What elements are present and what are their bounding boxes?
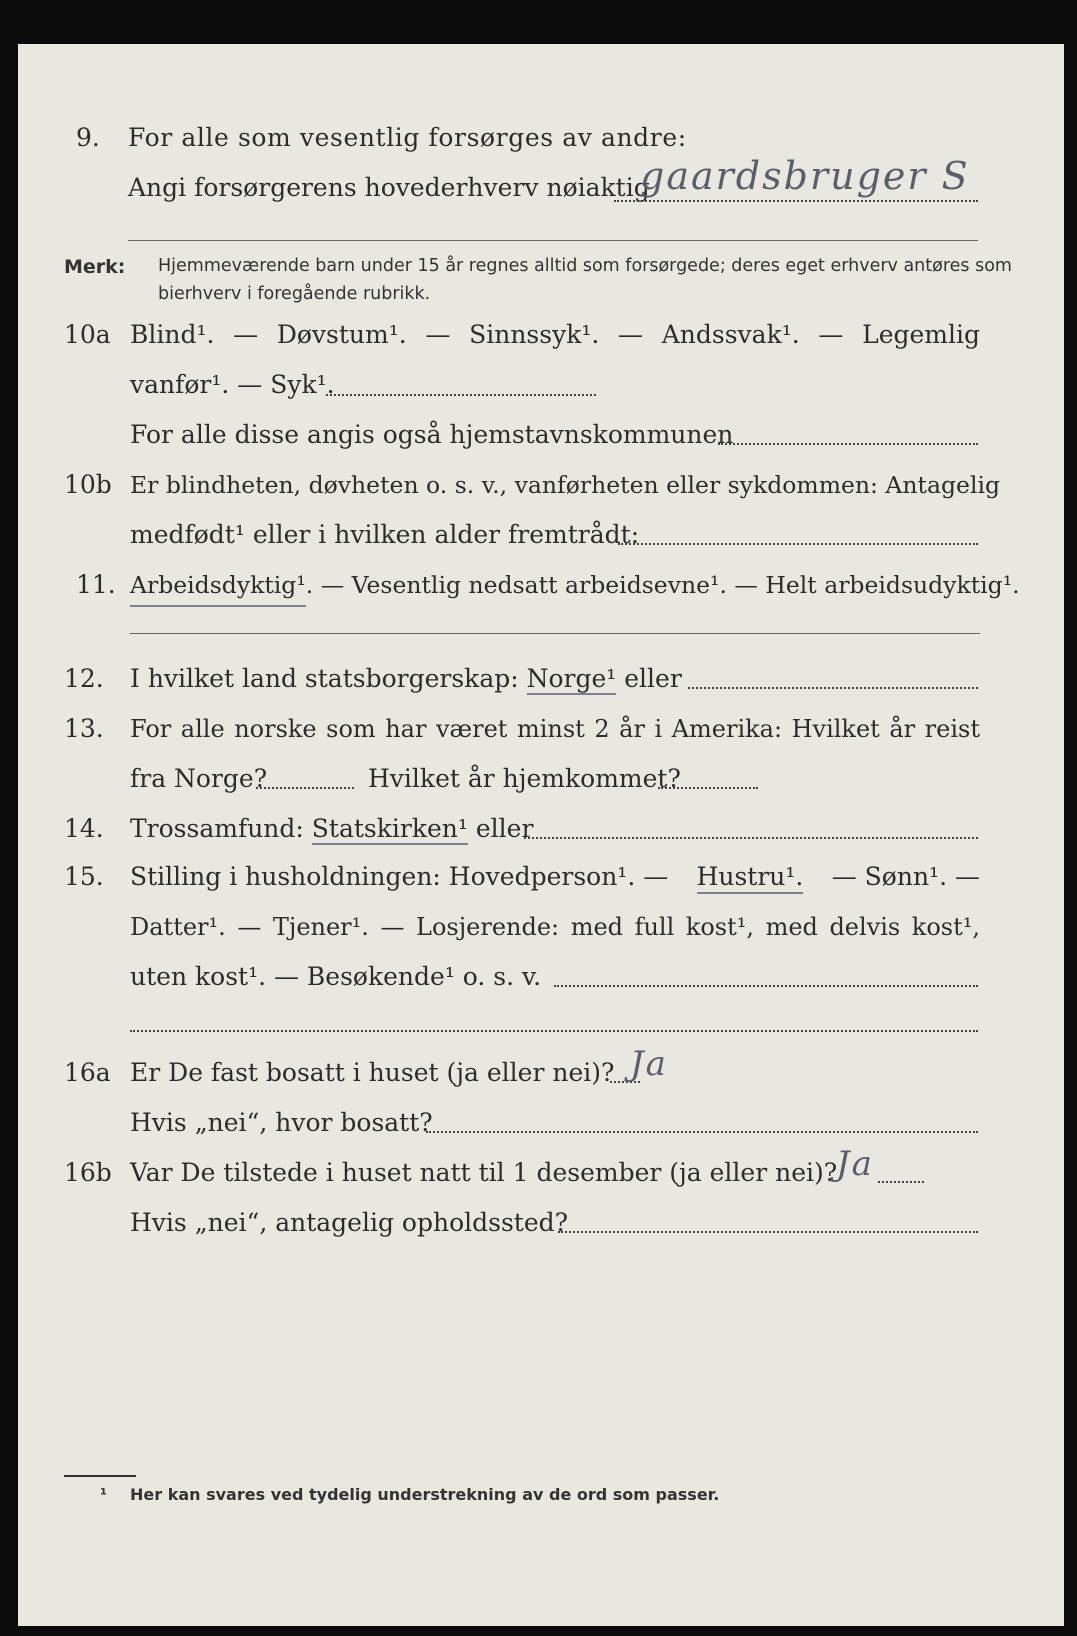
q13-line2a: fra Norge? bbox=[130, 764, 268, 793]
q11-hand-underline bbox=[130, 605, 306, 607]
q9-answer-line bbox=[614, 200, 978, 202]
merk-text: Hjemmeværende barn under 15 år regnes alltid som forsørgede; deres eget erhverv antøres som bierhverv i foregående rubrikk. bbox=[158, 256, 1012, 304]
q10b-answer-line bbox=[618, 543, 978, 545]
q10b-line1-text: Er blindheten, døvheten o. s. v., vanførheten eller sykdommen: Antagelig bbox=[130, 471, 1001, 499]
q14-number: 14. bbox=[64, 814, 104, 843]
q13-hjemkommet-line bbox=[658, 787, 758, 789]
q13-number: 13. bbox=[64, 714, 104, 743]
q15-line2-text: Datter¹. — Tjener¹. — Losjerende: med full kost¹, med delvis kost¹, bbox=[130, 913, 980, 941]
q16a-handwritten-answer: Ja bbox=[630, 1044, 668, 1084]
footnote-rule bbox=[64, 1475, 136, 1477]
q16b-line1: Var De tilstede i huset natt til 1 desember (ja eller nei)? bbox=[130, 1158, 838, 1187]
q10a-number: 10a bbox=[64, 320, 111, 349]
footnote-text: Her kan svares ved tydelig understrekning av de ord som passer. bbox=[130, 1485, 720, 1504]
q15-hustru-underlined: Hustru¹. bbox=[697, 862, 804, 894]
q11-number: 11. bbox=[76, 570, 116, 599]
q16b-answer-line bbox=[878, 1181, 924, 1183]
q11-line1: Arbeidsdyktig¹. — Vesentlig nedsatt arbeidsevne¹. — Helt arbeidsudyktig¹. bbox=[130, 571, 1020, 599]
q15-line2 bbox=[130, 912, 980, 942]
q9-separator bbox=[128, 240, 978, 241]
q16a-line2: Hvis „nei“, hvor bosatt? bbox=[130, 1108, 433, 1137]
q15-number: 15. bbox=[64, 862, 104, 891]
q15-line3: uten kost¹. — Besøkende¹ o. s. v. bbox=[130, 962, 542, 991]
q10b-line1 bbox=[130, 470, 1001, 500]
q9-handwritten-answer: gaardsbruger S bbox=[640, 154, 970, 198]
q10b-number: 10b bbox=[64, 470, 112, 499]
q14-statskirken-underlined: Statskirken¹ bbox=[311, 814, 468, 843]
q10b-line2: medfødt¹ eller i hvilken alder fremtrådt: bbox=[130, 520, 640, 549]
q16a-bosatt-line bbox=[426, 1131, 978, 1133]
q13-line1-text: For alle norske som har været minst 2 år i Amerika: Hvilket år reist bbox=[130, 715, 980, 743]
q15-answer-line bbox=[554, 985, 978, 987]
q12-line bbox=[130, 664, 682, 694]
q16b-handwritten-answer: Ja bbox=[836, 1144, 874, 1184]
q11-separator bbox=[130, 633, 980, 634]
q10a-syk-line bbox=[326, 394, 596, 396]
q14-line bbox=[130, 814, 533, 844]
q16b-line2: Hvis „nei“, antagelig opholdssted? bbox=[130, 1208, 569, 1237]
q10a-line1 bbox=[130, 320, 980, 350]
q16b-opholdssted-line bbox=[558, 1231, 978, 1233]
q9-line2-text: Angi forsørgerens hovederhverv nøiaktig bbox=[128, 173, 650, 202]
footnote-mark: ¹ bbox=[100, 1485, 108, 1504]
q14-text: Trossamfund: bbox=[130, 814, 304, 843]
q12-text: I hvilket land statsborgerskap: bbox=[130, 664, 519, 693]
q12-answer-line bbox=[688, 687, 978, 689]
q16a-number: 16a bbox=[64, 1058, 111, 1087]
q16b-number: 16b bbox=[64, 1158, 112, 1187]
q14-answer-line bbox=[524, 837, 978, 839]
q13-line2b: Hvilket år hjemkommet? bbox=[368, 764, 681, 793]
census-form-page bbox=[18, 44, 1064, 1626]
q10a-line1-text: Blind¹. — Døvstum¹. — Sinnssyk¹. — Andssvak¹. — Legemlig bbox=[130, 320, 980, 349]
q12-number: 12. bbox=[64, 664, 104, 693]
q15-line1-pre: Stilling i husholdningen: Hovedperson¹. — bbox=[130, 862, 669, 891]
q10a-line3: For alle disse angis også hjemstavnskommunen bbox=[130, 420, 734, 449]
merk-label: Merk: bbox=[64, 256, 126, 278]
q15-line1 bbox=[130, 862, 980, 894]
q10a-line2: vanfør¹. — Syk¹. bbox=[130, 370, 335, 399]
q9-line2 bbox=[128, 173, 650, 203]
q15-line1-post: — Sønn¹. — bbox=[831, 862, 980, 891]
q13-reist-line bbox=[256, 787, 354, 789]
q16a-line1: Er De fast bosatt i huset (ja eller nei)? bbox=[130, 1058, 615, 1087]
q9-number: 9. bbox=[76, 123, 100, 152]
q12-eller: eller bbox=[624, 664, 682, 693]
q10a-kommune-line bbox=[718, 443, 978, 445]
q15-extra-line bbox=[130, 1030, 978, 1032]
q13-line1 bbox=[130, 714, 980, 744]
q14-eller: eller bbox=[475, 814, 534, 843]
q12-norge-underlined: Norge¹ bbox=[526, 664, 617, 693]
q9-line1: For alle som vesentlig forsørges av andre: bbox=[128, 123, 687, 152]
